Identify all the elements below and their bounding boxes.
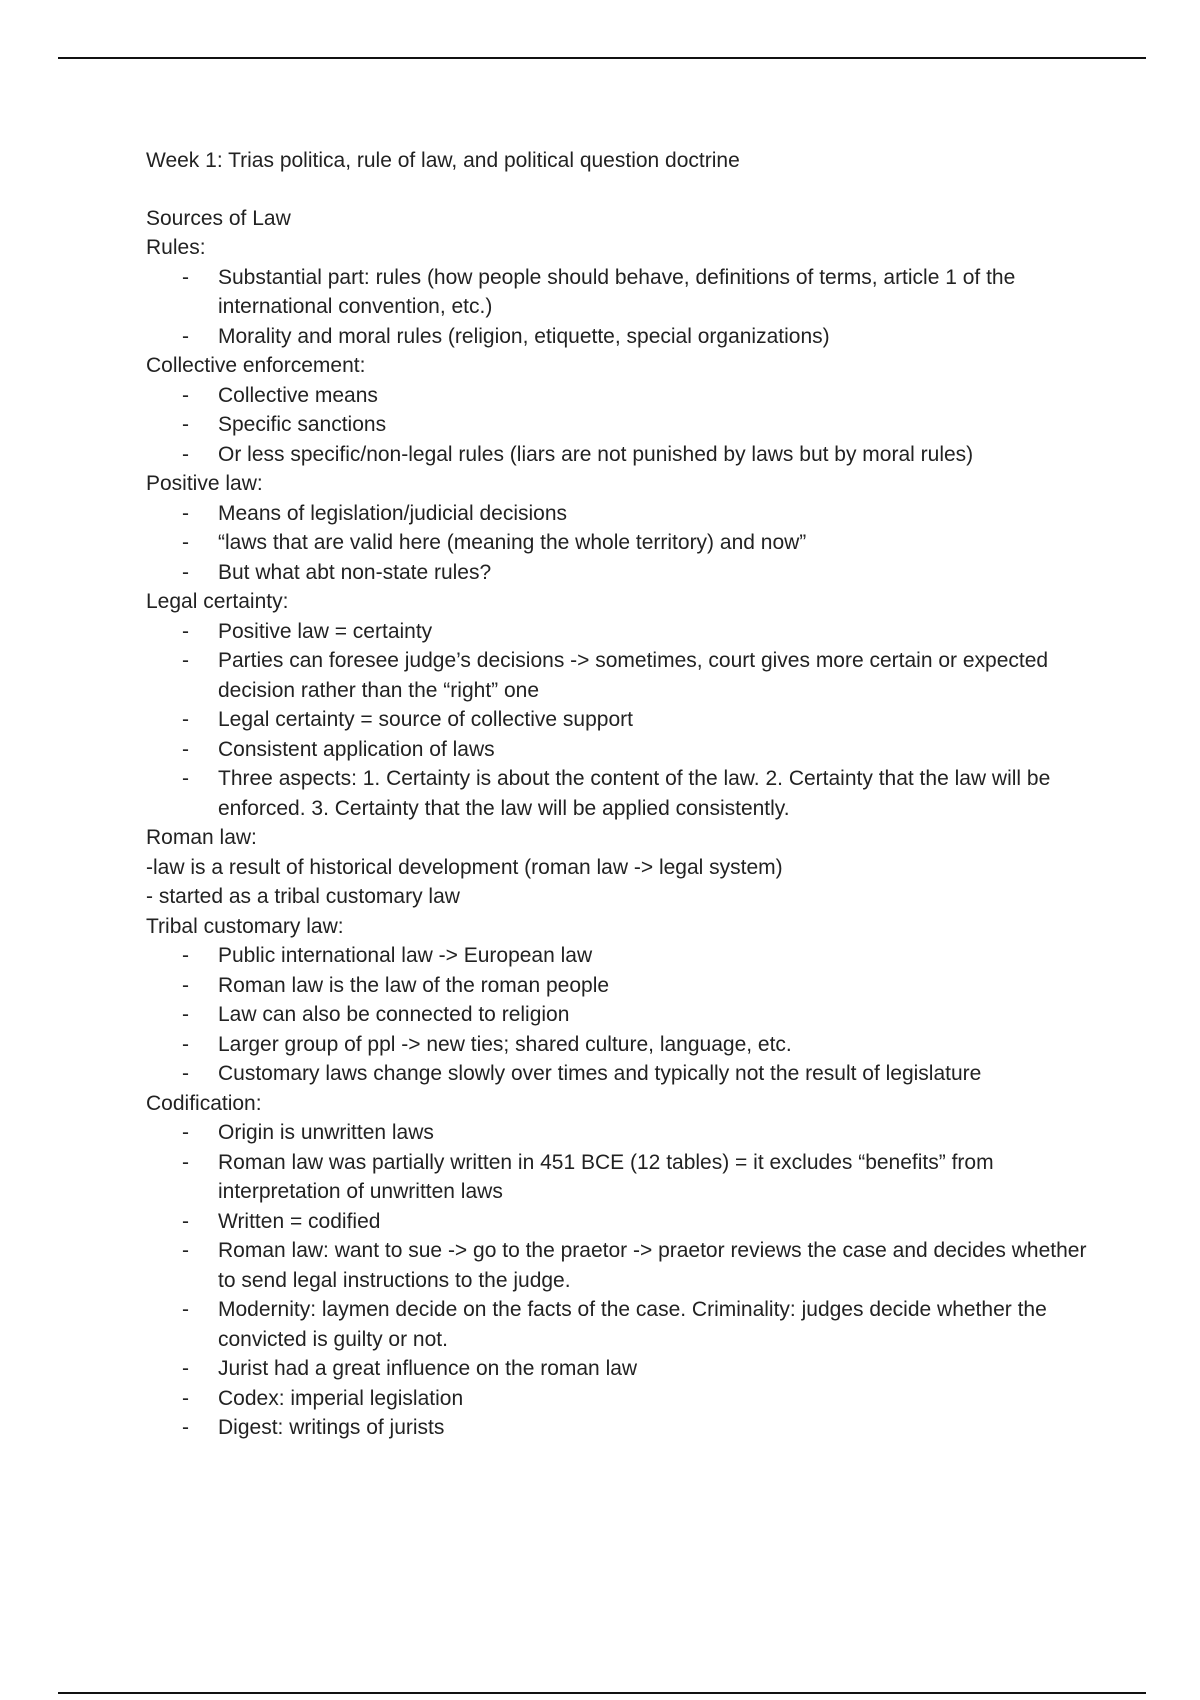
list-item <box>146 617 1106 647</box>
notes-section <box>146 233 1106 351</box>
dash-bullet-icon: - <box>182 1121 189 1144</box>
list-item-text: Positive law = certainty <box>218 619 433 643</box>
list-item-text: Customary laws change slowly over times and typically not the result of legislature <box>218 1062 982 1085</box>
list-item <box>146 971 1106 1001</box>
list-item <box>146 1148 1106 1207</box>
list-item-text: Jurist had a great influence on the roman law <box>218 1357 638 1380</box>
list-item-text: Digest: writings of jurists <box>218 1416 445 1439</box>
bullet-list <box>146 1118 1106 1443</box>
document-title: Week 1: Trias politica, rule of law, and political question doctrine <box>146 149 740 172</box>
dash-bullet-icon: - <box>182 560 189 584</box>
list-item-text: Roman law is the law of the roman people <box>218 973 610 997</box>
section-heading: Tribal customary law: <box>146 914 344 938</box>
dash-bullet-icon: - <box>182 1150 189 1174</box>
list-item-text: But what abt non-state rules? <box>218 560 492 584</box>
list-item <box>146 499 1106 529</box>
notes-section <box>146 912 1106 1089</box>
dash-bullet-icon: - <box>182 1416 189 1439</box>
list-item <box>146 528 1106 558</box>
notes-section <box>146 1089 1106 1443</box>
list-item <box>146 1059 1106 1089</box>
list-item <box>146 1118 1106 1148</box>
dash-bullet-icon: - <box>182 767 189 790</box>
list-item <box>146 941 1106 971</box>
list-item-text: Origin is unwritten laws <box>218 1121 434 1144</box>
dash-bullet-icon: - <box>182 1209 189 1233</box>
notes-section <box>146 823 1106 912</box>
bullet-list <box>146 263 1106 352</box>
list-item-text: “laws that are valid here (meaning the whole territory) and now” <box>218 531 807 554</box>
section-heading: Codification: <box>146 1091 262 1115</box>
list-item-text: Three aspects: 1. Certainty is about the content of the law. 2. Certainty that the law will be enforced. 3. Certainty that the law will be applied consistently. <box>218 767 1051 820</box>
section-heading: Collective enforcement: <box>146 354 366 377</box>
note-line: -law is a result of historical development (roman law -> legal system) <box>146 855 783 879</box>
list-item-text: Roman law: want to sue -> go to the praetor -> praetor reviews the case and decides whether to send legal instructions to the judge. <box>218 1239 1087 1292</box>
top-divider <box>58 57 1146 59</box>
list-item <box>146 646 1106 705</box>
note-line: - started as a tribal customary law <box>146 885 460 908</box>
section-heading: Positive law: <box>146 472 263 495</box>
list-item <box>146 764 1106 823</box>
notes-section <box>146 587 1106 823</box>
dash-bullet-icon: - <box>182 619 189 643</box>
list-item <box>146 263 1106 322</box>
list-item-text: Specific sanctions <box>218 413 387 436</box>
dash-bullet-icon: - <box>182 1357 189 1380</box>
list-item <box>146 1384 1106 1414</box>
list-item <box>146 1000 1106 1030</box>
list-item <box>146 1413 1106 1443</box>
dash-bullet-icon: - <box>182 265 189 289</box>
dash-bullet-icon: - <box>182 1032 189 1056</box>
list-item <box>146 705 1106 735</box>
list-item <box>146 1030 1106 1060</box>
list-item <box>146 381 1106 411</box>
list-item-text: Public international law -> European law <box>218 944 593 967</box>
notes-section <box>146 204 1106 234</box>
list-item-text: Larger group of ppl -> new ties; shared culture, language, etc. <box>218 1032 792 1056</box>
section-heading: Legal certainty: <box>146 590 289 613</box>
list-item-text: Or less specific/non-legal rules (liars are not punished by laws but by moral rules) <box>218 442 974 466</box>
list-item <box>146 1295 1106 1354</box>
dash-bullet-icon: - <box>182 1298 189 1321</box>
bullet-list <box>146 941 1106 1089</box>
list-item-text: Consistent application of laws <box>218 737 495 761</box>
dash-bullet-icon: - <box>182 1062 189 1085</box>
list-item-text: Written = codified <box>218 1209 381 1233</box>
notes-section <box>146 469 1106 587</box>
list-item <box>146 1236 1106 1295</box>
dash-bullet-icon: - <box>182 737 189 761</box>
list-item-text: Modernity: laymen decide on the facts of the case. Criminality: judges decide whether the convicted is guilty or not. <box>218 1298 1047 1351</box>
dash-bullet-icon: - <box>182 708 189 731</box>
list-item <box>146 410 1106 440</box>
bullet-list <box>146 499 1106 588</box>
notes-section <box>146 351 1106 469</box>
list-item-text: Law can also be connected to religion <box>218 1003 570 1026</box>
list-item <box>146 1207 1106 1237</box>
section-heading: Sources of Law <box>146 206 291 230</box>
dash-bullet-icon: - <box>182 383 189 407</box>
dash-bullet-icon: - <box>182 531 189 554</box>
list-item-text: Substantial part: rules (how people should behave, definitions of terms, article 1 of the international convention, etc.) <box>218 265 1016 318</box>
list-item-text: Means of legislation/judicial decisions <box>218 501 568 525</box>
list-item <box>146 440 1106 470</box>
dash-bullet-icon: - <box>182 1239 189 1262</box>
list-item-text: Legal certainty = source of collective support <box>218 708 633 731</box>
dash-bullet-icon: - <box>182 649 189 672</box>
list-item-text: Parties can foresee judge’s decisions -> sometimes, court gives more certain or expected decision rather than the “right” one <box>218 649 1049 702</box>
dash-bullet-icon: - <box>182 324 189 348</box>
list-item <box>146 558 1106 588</box>
section-heading: Rules: <box>146 236 206 259</box>
list-item <box>146 322 1106 352</box>
dash-bullet-icon: - <box>182 1003 189 1026</box>
list-item-text: Morality and moral rules (religion, etiquette, special organizations) <box>218 324 830 348</box>
document-body <box>146 146 1106 1443</box>
list-item <box>146 1354 1106 1384</box>
bottom-divider <box>58 1692 1146 1694</box>
dash-bullet-icon: - <box>182 442 189 466</box>
bullet-list <box>146 617 1106 824</box>
list-item-text: Collective means <box>218 383 378 407</box>
bullet-list <box>146 381 1106 470</box>
section-heading: Roman law: <box>146 826 257 849</box>
dash-bullet-icon: - <box>182 973 189 997</box>
list-item-text: Roman law was partially written in 451 BCE (12 tables) = it excludes “benefits” from interpretation of unwritten laws <box>218 1150 994 1203</box>
dash-bullet-icon: - <box>182 944 189 967</box>
dash-bullet-icon: - <box>182 413 189 436</box>
notes-sections <box>146 204 1106 1443</box>
dash-bullet-icon: - <box>182 1386 189 1410</box>
list-item <box>146 735 1106 765</box>
list-item-text: Codex: imperial legislation <box>218 1386 464 1410</box>
dash-bullet-icon: - <box>182 501 189 525</box>
